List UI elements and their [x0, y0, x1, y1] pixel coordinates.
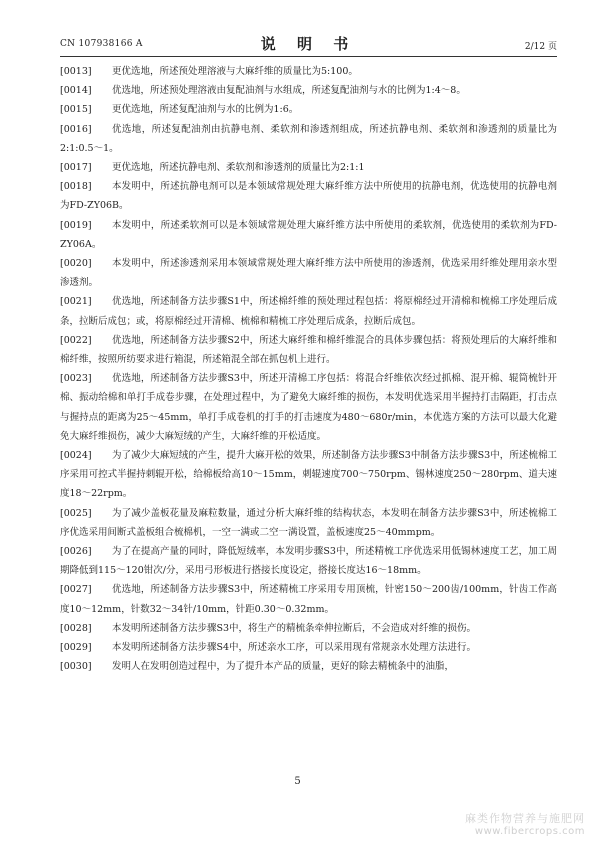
- paragraph-text: 本发明中，所述抗静电剂可以是本领域常规处理大麻纤维方法中所使用的抗静电剂，优选使用的抗静电剂为FD-ZY06B。: [60, 181, 557, 212]
- paragraph-text: 更优选地，所述预处理溶液与大麻纤维的质量比为5:100。: [112, 66, 358, 77]
- paragraph: [60, 638, 557, 657]
- paragraph: [60, 100, 557, 119]
- paragraph-number: [0023]: [60, 373, 92, 385]
- paragraph-number: [0015]: [60, 104, 92, 116]
- page-counter: 2/12 页: [524, 42, 557, 52]
- paragraph-number: [0016]: [60, 123, 92, 135]
- paragraph: [60, 120, 557, 158]
- paragraph-text: 优选地，所述预处理溶液由复配油剂与水组成，所述复配油剂与水的比例为1:4～8。: [112, 85, 466, 97]
- patent-number: CN 107938166 A: [60, 39, 143, 49]
- paragraph-text: 为了减少大麻短绒的产生，提升大麻开松的效果，所述制备方法步骤S3中制备方法步骤S3中，所述梳棉工序采用可控式半握持刺辊开松，给棉板给高10～15mm，刺辊速度700～750rpm、锡林速度250～280rpm、道夫速度18～22rpm。: [60, 450, 557, 500]
- paragraph: [60, 504, 557, 542]
- paragraph: [60, 580, 557, 618]
- watermark: [465, 810, 585, 837]
- paragraph: [60, 254, 557, 292]
- paragraph-text: 优选地，所述制备方法步骤S1中，所述棉纤维的预处理过程包括：将原棉经过开清棉和梳棉工序处理后成条，拉断后成包；或，将原棉经过开清棉、梳棉和精梳工序处理后成条，拉断后成包。: [60, 296, 557, 327]
- paragraph-number: [0014]: [60, 85, 92, 97]
- paragraph: [60, 158, 557, 177]
- header-divider: [60, 56, 557, 57]
- paragraph: [60, 81, 557, 100]
- page-header: [60, 28, 557, 56]
- paragraph: [60, 177, 557, 215]
- paragraph-text: 优选地，所述复配油剂由抗静电剂、柔软剂和渗透剂组成，所述抗静电剂、柔软剂和渗透剂的质量比为2:1:0.5～1。: [60, 123, 557, 154]
- paragraph-number: [0024]: [60, 450, 92, 462]
- paragraph-text: 优选地，所述制备方法步骤S3中，所述开清棉工序包括：将混合纤维依次经过抓棉、混开棉、辊筒梳针开棉、振动给棉和单打手成卷步骤，在处理过程中，为了避免大麻纤维的损伤，本发明优选采用半握持打击隔距，打击点与握持点的距离为25～45mm，单打手成卷机的打手的打击速度为480～680r/min，本优选方案的方法可以最大化避免大麻纤维损伤，减少大麻短绒的产生，大麻纤维的开松适度。: [60, 373, 557, 442]
- paragraph-text: 优选地，所述制备方法步骤S3中，所述精梳工序采用专用顶梳，针密150～200齿/100mm，针齿工作高度10～12mm，针数32～34针/10mm，针距0.30～0.32mm。: [60, 584, 557, 615]
- paragraph: [60, 331, 557, 369]
- paragraph: [60, 216, 557, 254]
- document-title: 说 明 书: [260, 35, 357, 53]
- paragraph-number: [0017]: [60, 162, 92, 174]
- paragraph: [60, 446, 557, 504]
- paragraph: [60, 619, 557, 638]
- paragraph: [60, 657, 557, 676]
- paragraph-text: 更优选地，所述抗静电剂、柔软剂和渗透剂的质量比为2:1:1: [112, 162, 365, 174]
- paragraph-number: [0022]: [60, 334, 92, 346]
- watermark-site-name: 麻类作物营养与施肥网: [465, 812, 585, 825]
- document-body: [60, 62, 557, 677]
- paragraph-text: 本发明所述制备方法步骤S3中，将生产的精梳条牵伸拉断后，不会造成对纤维的损伤。: [112, 622, 477, 634]
- paragraph-number: [0021]: [60, 296, 92, 308]
- paragraph-text: 为了减少盖板花量及麻粒数量，通过分析大麻纤维的结构状态，本发明在制备方法步骤S3中，所述梳棉工序优选采用间断式盖板组合梳棉机，一空一满或二空一满设置，盖板速度25～40mmpm。: [60, 507, 557, 538]
- paragraph-text: 发明人在发明创造过程中，为了提升本产品的质量，更好的除去精梳条中的油脂，: [112, 661, 455, 673]
- paragraph: [60, 369, 557, 446]
- paragraph-number: [0029]: [60, 642, 92, 654]
- paragraph-text: 本发明中，所述柔软剂可以是本领域常规处理大麻纤维方法中所使用的柔软剂，优选使用的柔软剂为FD-ZY06A。: [60, 219, 557, 250]
- watermark-url: www.fibercrops.com: [474, 826, 585, 837]
- paragraph-number: [0018]: [60, 181, 92, 193]
- paragraph-text: 优选地，所述制备方法步骤S2中，所述大麻纤维和棉纤维混合的具体步骤包括：将预处理后的大麻纤维和棉纤维，按照所纺要求进行箱混，所述箱混全部在抓包机上进行。: [60, 334, 557, 366]
- paragraph-text: 为了在提高产量的同时，降低短绒率，本发明步骤S3中，所述精梳工序优选采用低锡林速度工艺，加工周期降低到115～120钳次/分，采用弓形板进行搭接长度设定，搭接长度达16～18mm。: [60, 546, 557, 577]
- paragraph-number: [0020]: [60, 258, 92, 270]
- paragraph: [60, 62, 557, 81]
- paragraph-number: [0026]: [60, 546, 92, 558]
- paragraph: [60, 292, 557, 330]
- paragraph-text: 本发明中，所述渗透剂采用本领域常规处理大麻纤维方法中所使用的渗透剂，优选采用纤维处理用亲水型渗透剂。: [60, 258, 557, 289]
- paragraph: [60, 542, 557, 580]
- paragraph-text: 更优选地，所述复配油剂与水的比例为1:6。: [112, 104, 299, 116]
- paragraph-number: [0013]: [60, 66, 92, 77]
- paragraph-number: [0019]: [60, 219, 92, 231]
- page-number: 5: [294, 776, 301, 787]
- paragraph-number: [0025]: [60, 507, 92, 519]
- paragraph-number: [0028]: [60, 622, 92, 634]
- paragraph-number: [0027]: [60, 584, 92, 596]
- paragraph-number: [0030]: [60, 661, 92, 673]
- paragraph-text: 本发明所述制备方法步骤S4中，所述亲水工序，可以采用现有常规亲水处理方法进行。: [112, 642, 477, 654]
